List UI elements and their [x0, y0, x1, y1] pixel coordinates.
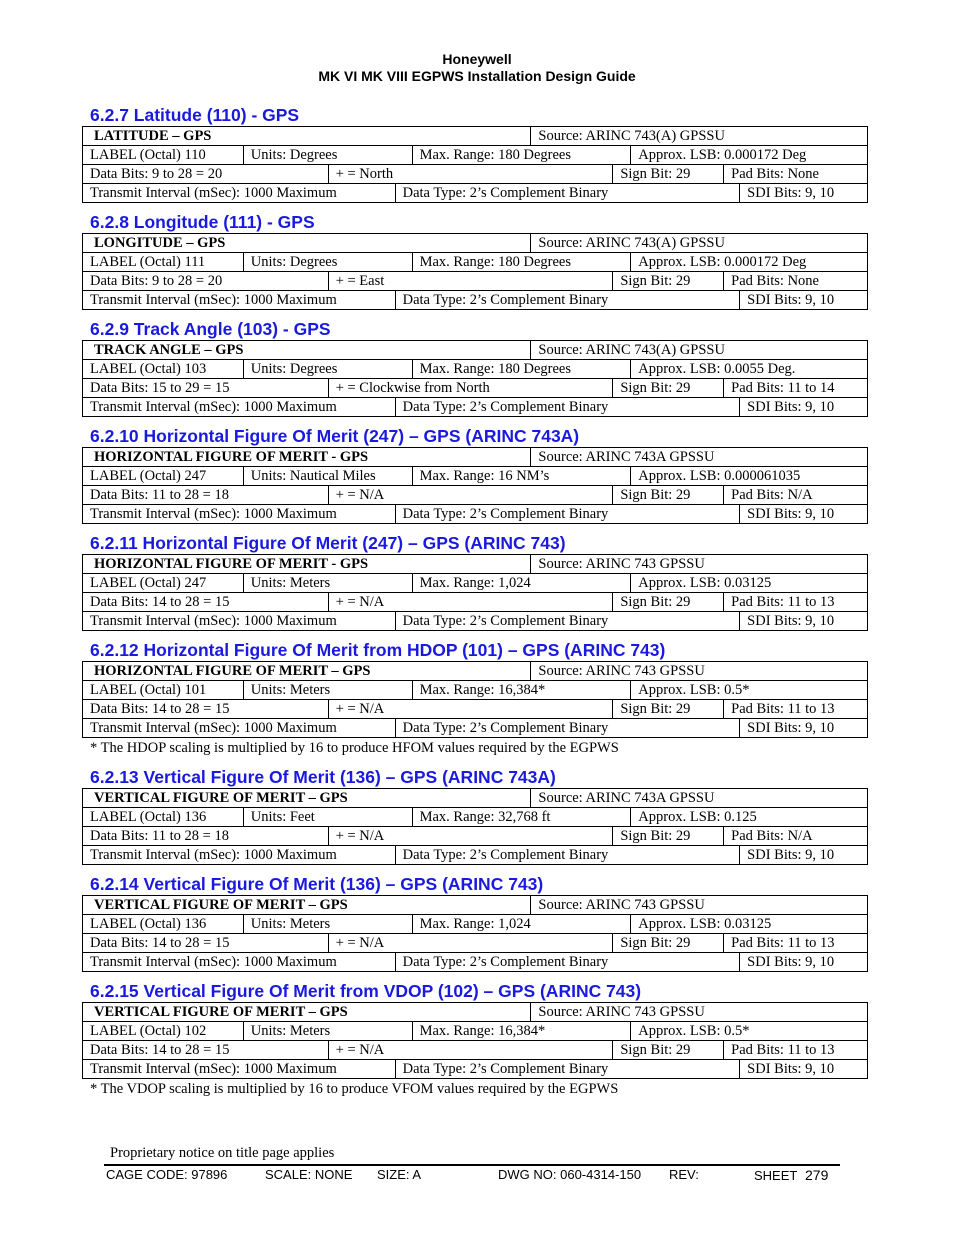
- range-cell: Max. Range: 16 NM’s: [412, 467, 631, 485]
- data-type-cell: Data Type: 2’s Complement Binary: [395, 846, 740, 864]
- table-row: [83, 359, 867, 378]
- company-name: Honeywell: [442, 51, 512, 67]
- label-table: [82, 126, 868, 203]
- sdi-bits-cell: SDI Bits: 9, 10: [739, 291, 867, 309]
- table-row: [83, 466, 867, 485]
- lsb-cell: Approx. LSB: 0.125: [630, 808, 867, 826]
- source-cell: Source: ARINC 743 GPSSU: [530, 1003, 867, 1021]
- table-row: [83, 611, 867, 630]
- parameter-name: LONGITUDE – GPS: [94, 235, 226, 251]
- sdi-bits-cell: SDI Bits: 9, 10: [739, 505, 867, 523]
- transmit-interval-cell: Transmit Interval (mSec): 1000 Maximum: [90, 954, 337, 970]
- table-row: [83, 807, 867, 826]
- data-type-cell: Data Type: 2’s Complement Binary: [395, 184, 740, 202]
- lsb-cell: Approx. LSB: 0.000172 Deg: [630, 146, 867, 164]
- table-row: [83, 252, 867, 271]
- table-row: [83, 933, 867, 952]
- section-heading: 6.2.12 Horizontal Figure Of Merit from HDOP (101) – GPS (ARINC 743): [90, 640, 666, 660]
- units-cell: Units: Nautical Miles: [243, 467, 412, 485]
- data-bits-cell: Data Bits: 11 to 28 = 18: [90, 828, 229, 844]
- table-row: [83, 845, 867, 864]
- table-row: [83, 592, 867, 611]
- range-cell: Max. Range: 16,384*: [412, 1022, 631, 1040]
- sign-bit-cell: Sign Bit: 29: [612, 827, 723, 845]
- transmit-interval-cell: Transmit Interval (mSec): 1000 Maximum: [90, 506, 337, 522]
- source-cell: Source: ARINC 743(A) GPSSU: [530, 234, 867, 252]
- sign-bit-cell: Sign Bit: 29: [612, 934, 723, 952]
- label-table: [82, 340, 868, 417]
- sdi-bits-cell: SDI Bits: 9, 10: [739, 1060, 867, 1078]
- sdi-bits-cell: SDI Bits: 9, 10: [739, 953, 867, 971]
- pad-bits-cell: Pad Bits: 11 to 13: [723, 1041, 867, 1059]
- table-row: [83, 1059, 867, 1078]
- table-row: [83, 718, 867, 737]
- table-row: [83, 183, 867, 202]
- sdi-bits-cell: SDI Bits: 9, 10: [739, 398, 867, 416]
- transmit-interval-cell: Transmit Interval (mSec): 1000 Maximum: [90, 399, 337, 415]
- table-row: [83, 1021, 867, 1040]
- transmit-interval-cell: Transmit Interval (mSec): 1000 Maximum: [90, 292, 337, 308]
- sdi-bits-cell: SDI Bits: 9, 10: [739, 846, 867, 864]
- data-bits-cell: Data Bits: 11 to 28 = 18: [90, 487, 229, 503]
- label-cell: LABEL (Octal) 136: [90, 809, 207, 825]
- sign-bit-cell: Sign Bit: 29: [612, 272, 723, 290]
- range-cell: Max. Range: 180 Degrees: [412, 253, 631, 271]
- table-row: [83, 789, 867, 807]
- sdi-bits-cell: SDI Bits: 9, 10: [739, 719, 867, 737]
- source-cell: Source: ARINC 743 GPSSU: [530, 555, 867, 573]
- table-row: [83, 448, 867, 466]
- units-cell: Units: Meters: [243, 574, 412, 592]
- parameter-name: TRACK ANGLE – GPS: [94, 342, 244, 358]
- data-bits-cell: Data Bits: 15 to 29 = 15: [90, 380, 230, 396]
- drawing-number: DWG NO: 060-4314-150: [498, 1167, 642, 1182]
- range-cell: Max. Range: 180 Degrees: [412, 146, 631, 164]
- source-cell: Source: ARINC 743 GPSSU: [530, 896, 867, 914]
- label-table: [82, 1002, 868, 1079]
- source-cell: Source: ARINC 743(A) GPSSU: [530, 127, 867, 145]
- lsb-cell: Approx. LSB: 0.0055 Deg.: [630, 360, 867, 378]
- sign-bit-cell: Sign Bit: 29: [612, 165, 723, 183]
- section-heading: 6.2.15 Vertical Figure Of Merit from VDOP (102) – GPS (ARINC 743): [90, 981, 642, 1001]
- positive-sense-cell: + = East: [328, 272, 613, 290]
- label-table: [82, 895, 868, 972]
- label-cell: LABEL (Octal) 110: [90, 147, 206, 163]
- pad-bits-cell: Pad Bits: None: [723, 165, 867, 183]
- table-row: [83, 573, 867, 592]
- source-cell: Source: ARINC 743A GPSSU: [530, 789, 867, 807]
- units-cell: Units: Meters: [243, 1022, 412, 1040]
- table-row: [83, 341, 867, 359]
- parameter-name: HORIZONTAL FIGURE OF MERIT - GPS: [94, 556, 369, 572]
- label-cell: LABEL (Octal) 136: [90, 916, 207, 932]
- footer-rule: [104, 1164, 840, 1166]
- parameter-name: LATITUDE – GPS: [94, 128, 212, 144]
- sign-bit-cell: Sign Bit: 29: [612, 379, 723, 397]
- section-heading: 6.2.14 Vertical Figure Of Merit (136) – GPS (ARINC 743): [90, 874, 544, 894]
- table-row: [83, 504, 867, 523]
- units-cell: Units: Feet: [243, 808, 412, 826]
- units-cell: Units: Meters: [243, 681, 412, 699]
- scaling-note: * The VDOP scaling is multiplied by 16 to produce VFOM values required by the EGPWS: [90, 1081, 619, 1097]
- label-table: [82, 661, 868, 738]
- parameter-name: VERTICAL FIGURE OF MERIT – GPS: [94, 790, 348, 806]
- range-cell: Max. Range: 1,024: [412, 915, 631, 933]
- sheet-label: SHEET: [754, 1168, 798, 1183]
- parameter-name: VERTICAL FIGURE OF MERIT – GPS: [94, 897, 348, 913]
- data-bits-cell: Data Bits: 14 to 28 = 15: [90, 1042, 230, 1058]
- source-cell: Source: ARINC 743(A) GPSSU: [530, 341, 867, 359]
- transmit-interval-cell: Transmit Interval (mSec): 1000 Maximum: [90, 847, 337, 863]
- sign-bit-cell: Sign Bit: 29: [612, 486, 723, 504]
- data-bits-cell: Data Bits: 9 to 28 = 20: [90, 166, 223, 182]
- parameter-name: VERTICAL FIGURE OF MERIT – GPS: [94, 1004, 348, 1020]
- source-cell: Source: ARINC 743A GPSSU: [530, 448, 867, 466]
- pad-bits-cell: Pad Bits: N/A: [723, 827, 867, 845]
- section-heading: 6.2.11 Horizontal Figure Of Merit (247) – GPS (ARINC 743): [90, 533, 566, 553]
- positive-sense-cell: + = North: [328, 165, 613, 183]
- document-title: MK VI MK VIII EGPWS Installation Design Guide: [318, 68, 636, 84]
- cage-code: CAGE CODE: 97896: [106, 1167, 228, 1182]
- transmit-interval-cell: Transmit Interval (mSec): 1000 Maximum: [90, 720, 337, 736]
- lsb-cell: Approx. LSB: 0.5*: [630, 681, 867, 699]
- label-cell: LABEL (Octal) 103: [90, 361, 207, 377]
- label-cell: LABEL (Octal) 247: [90, 468, 207, 484]
- range-cell: Max. Range: 32,768 ft: [412, 808, 631, 826]
- table-row: [83, 164, 867, 183]
- pad-bits-cell: Pad Bits: 11 to 14: [723, 379, 867, 397]
- transmit-interval-cell: Transmit Interval (mSec): 1000 Maximum: [90, 613, 337, 629]
- pad-bits-cell: Pad Bits: N/A: [723, 486, 867, 504]
- lsb-cell: Approx. LSB: 0.03125: [630, 915, 867, 933]
- revision: REV:: [669, 1167, 699, 1182]
- positive-sense-cell: + = N/A: [328, 1041, 613, 1059]
- sign-bit-cell: Sign Bit: 29: [612, 1041, 723, 1059]
- range-cell: Max. Range: 1,024: [412, 574, 631, 592]
- pad-bits-cell: Pad Bits: None: [723, 272, 867, 290]
- label-cell: LABEL (Octal) 247: [90, 575, 207, 591]
- size: SIZE: A: [377, 1167, 422, 1182]
- table-row: [83, 699, 867, 718]
- label-cell: LABEL (Octal) 102: [90, 1023, 207, 1039]
- table-row: [83, 896, 867, 914]
- positive-sense-cell: + = N/A: [328, 827, 613, 845]
- data-bits-cell: Data Bits: 14 to 28 = 15: [90, 935, 230, 951]
- table-row: [83, 234, 867, 252]
- table-row: [83, 1040, 867, 1059]
- data-bits-cell: Data Bits: 14 to 28 = 15: [90, 594, 230, 610]
- table-row: [83, 145, 867, 164]
- proprietary-notice: Proprietary notice on title page applies: [110, 1145, 335, 1161]
- section-heading: 6.2.9 Track Angle (103) - GPS: [90, 319, 331, 339]
- section-heading: 6.2.13 Vertical Figure Of Merit (136) – GPS (ARINC 743A): [90, 767, 556, 787]
- range-cell: Max. Range: 16,384*: [412, 681, 631, 699]
- label-sections: [82, 104, 868, 1107]
- data-type-cell: Data Type: 2’s Complement Binary: [395, 719, 740, 737]
- section-heading: 6.2.7 Latitude (110) - GPS: [90, 105, 300, 125]
- table-row: [83, 680, 867, 699]
- sdi-bits-cell: SDI Bits: 9, 10: [739, 612, 867, 630]
- section-heading: 6.2.8 Longitude (111) - GPS: [90, 212, 315, 232]
- units-cell: Units: Meters: [243, 915, 412, 933]
- table-row: [83, 952, 867, 971]
- data-type-cell: Data Type: 2’s Complement Binary: [395, 505, 740, 523]
- sign-bit-cell: Sign Bit: 29: [612, 700, 723, 718]
- data-type-cell: Data Type: 2’s Complement Binary: [395, 291, 740, 309]
- table-row: [83, 914, 867, 933]
- sheet-number: 279: [805, 1167, 829, 1183]
- pad-bits-cell: Pad Bits: 11 to 13: [723, 934, 867, 952]
- positive-sense-cell: + = N/A: [328, 934, 613, 952]
- table-row: [83, 555, 867, 573]
- lsb-cell: Approx. LSB: 0.5*: [630, 1022, 867, 1040]
- table-row: [83, 127, 867, 145]
- positive-sense-cell: + = N/A: [328, 486, 613, 504]
- lsb-cell: Approx. LSB: 0.000061035: [630, 467, 867, 485]
- table-row: [83, 290, 867, 309]
- source-cell: Source: ARINC 743 GPSSU: [530, 662, 867, 680]
- parameter-name: HORIZONTAL FIGURE OF MERIT - GPS: [94, 449, 369, 465]
- table-row: [83, 485, 867, 504]
- pad-bits-cell: Pad Bits: 11 to 13: [723, 700, 867, 718]
- scaling-note: * The HDOP scaling is multiplied by 16 to produce HFOM values required by the EGPWS: [90, 740, 619, 756]
- range-cell: Max. Range: 180 Degrees: [412, 360, 631, 378]
- data-type-cell: Data Type: 2’s Complement Binary: [395, 1060, 740, 1078]
- positive-sense-cell: + = N/A: [328, 593, 613, 611]
- lsb-cell: Approx. LSB: 0.03125: [630, 574, 867, 592]
- table-row: [83, 662, 867, 680]
- lsb-cell: Approx. LSB: 0.000172 Deg: [630, 253, 867, 271]
- label-cell: LABEL (Octal) 111: [90, 254, 206, 270]
- label-table: [82, 788, 868, 865]
- label-table: [82, 233, 868, 310]
- positive-sense-cell: + = N/A: [328, 700, 613, 718]
- units-cell: Units: Degrees: [243, 360, 412, 378]
- data-bits-cell: Data Bits: 9 to 28 = 20: [90, 273, 223, 289]
- label-table: [82, 447, 868, 524]
- units-cell: Units: Degrees: [243, 146, 412, 164]
- units-cell: Units: Degrees: [243, 253, 412, 271]
- parameter-name: HORIZONTAL FIGURE OF MERIT – GPS: [94, 663, 371, 679]
- data-type-cell: Data Type: 2’s Complement Binary: [395, 398, 740, 416]
- label-cell: LABEL (Octal) 101: [90, 682, 207, 698]
- data-type-cell: Data Type: 2’s Complement Binary: [395, 612, 740, 630]
- table-row: [83, 271, 867, 290]
- table-row: [83, 397, 867, 416]
- scale: SCALE: NONE: [265, 1167, 353, 1182]
- pad-bits-cell: Pad Bits: 11 to 13: [723, 593, 867, 611]
- table-row: [83, 1003, 867, 1021]
- transmit-interval-cell: Transmit Interval (mSec): 1000 Maximum: [90, 1061, 337, 1077]
- sdi-bits-cell: SDI Bits: 9, 10: [739, 184, 867, 202]
- sign-bit-cell: Sign Bit: 29: [612, 593, 723, 611]
- data-bits-cell: Data Bits: 14 to 28 = 15: [90, 701, 230, 717]
- table-row: [83, 378, 867, 397]
- data-type-cell: Data Type: 2’s Complement Binary: [395, 953, 740, 971]
- transmit-interval-cell: Transmit Interval (mSec): 1000 Maximum: [90, 185, 337, 201]
- positive-sense-cell: + = Clockwise from North: [328, 379, 613, 397]
- table-row: [83, 826, 867, 845]
- label-table: [82, 554, 868, 631]
- section-heading: 6.2.10 Horizontal Figure Of Merit (247) – GPS (ARINC 743A): [90, 426, 580, 446]
